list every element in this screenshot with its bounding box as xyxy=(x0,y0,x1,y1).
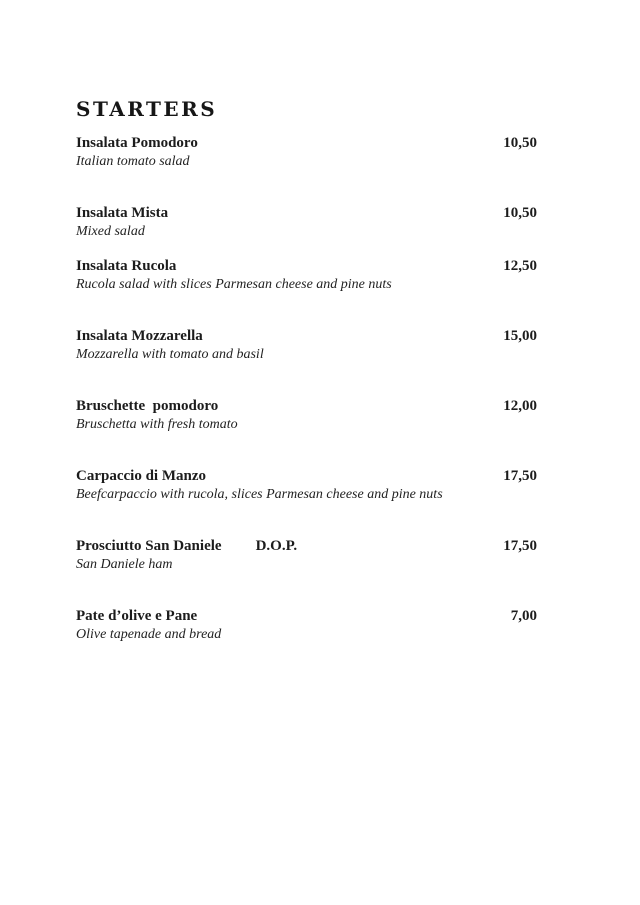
item-price: 17,50 xyxy=(503,468,537,484)
section-heading: STARTERS xyxy=(76,97,218,121)
menu-item xyxy=(76,203,537,241)
item-name: Insalata Rucola xyxy=(76,258,177,274)
item-name-suffix: D.O.P. xyxy=(255,538,298,554)
item-description: Mozzarella with tomato and basil xyxy=(76,347,264,362)
menu-item xyxy=(76,396,537,434)
item-description: Olive tapenade and bread xyxy=(76,627,222,642)
item-price: 10,50 xyxy=(503,205,537,221)
item-price: 12,00 xyxy=(503,398,537,414)
menu-item-top-row xyxy=(76,256,537,276)
menu-item-top-row xyxy=(76,326,537,346)
item-price: 17,50 xyxy=(503,538,537,554)
menu-item-top-row xyxy=(76,396,537,416)
item-name: Insalata Pomodoro xyxy=(76,135,198,151)
item-name: Insalata Mozzarella xyxy=(76,328,203,344)
item-price: 10,50 xyxy=(503,135,537,151)
item-name: Carpaccio di Manzo xyxy=(76,468,206,484)
item-price: 7,00 xyxy=(510,608,537,624)
menu-item xyxy=(76,536,537,574)
item-description: Mixed salad xyxy=(76,224,145,239)
item-price: 12,50 xyxy=(503,258,537,274)
item-name: Insalata Mista xyxy=(76,205,169,221)
menu-item xyxy=(76,256,537,294)
menu-item-top-row xyxy=(76,203,537,223)
item-description: Bruschetta with fresh tomato xyxy=(76,417,238,432)
item-name: Pate d’olive e Pane xyxy=(76,608,198,624)
item-description: Italian tomato salad xyxy=(76,154,190,169)
menu-item-top-row xyxy=(76,536,537,556)
menu-item-top-row xyxy=(76,133,537,153)
item-name: Bruschette pomodoro xyxy=(76,398,219,414)
menu-item xyxy=(76,606,537,644)
menu-item xyxy=(76,326,537,364)
menu-item-top-row xyxy=(76,466,537,486)
item-price: 15,00 xyxy=(503,328,537,344)
item-description: Rucola salad with slices Parmesan cheese and pine nuts xyxy=(76,277,392,292)
item-name: Prosciutto San Daniele xyxy=(76,538,222,554)
menu-items-list xyxy=(76,133,537,644)
item-description: San Daniele ham xyxy=(76,557,173,572)
item-description: Beefcarpaccio with rucola, slices Parmesan cheese and pine nuts xyxy=(76,487,443,502)
menu-item xyxy=(76,466,537,504)
menu-item-top-row xyxy=(76,606,537,626)
menu-item xyxy=(76,133,537,171)
